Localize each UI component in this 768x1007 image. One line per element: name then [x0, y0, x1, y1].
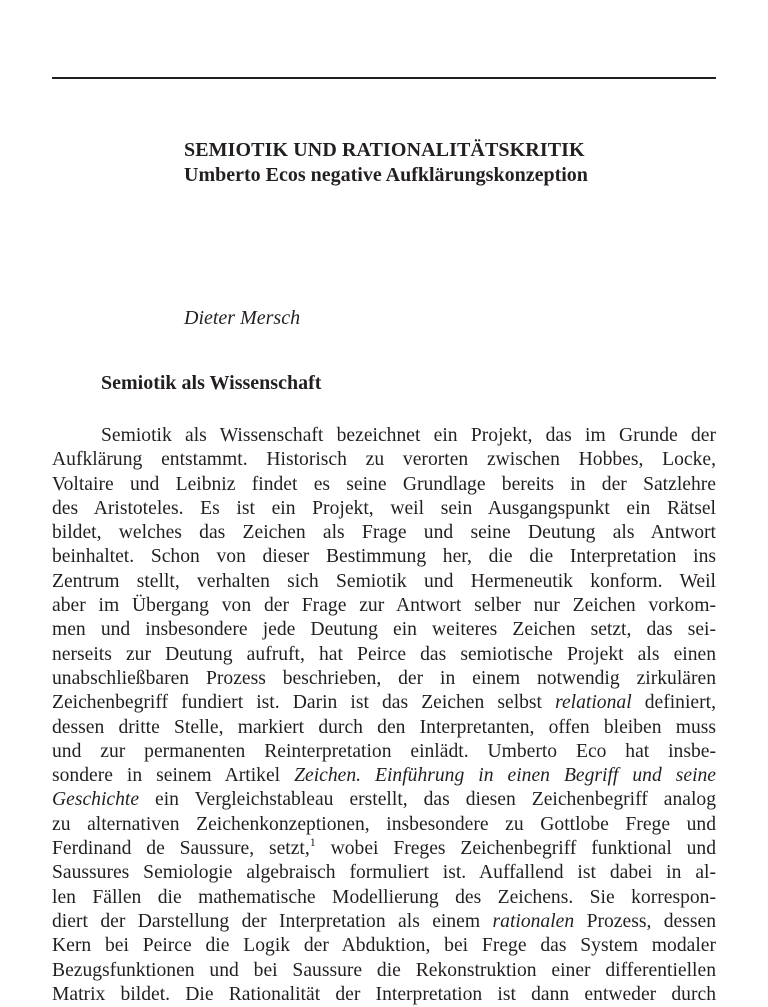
text-line: zu alternativen Zeichenkonzeptionen, insbesondere zu Gottlobe Frege und	[52, 813, 716, 835]
page-title: SEMIOTIK UND RATIONALITÄTSKRITIK	[184, 139, 585, 161]
work-title-text: Zeichen. Einführung in einen Begriff und seine	[294, 765, 717, 787]
emphasis-text: relational	[555, 692, 632, 714]
text-line: Voltaire und Leibniz findet es seine Grundlage bereits in der Satzlehre	[52, 473, 716, 495]
text-line: dessen dritte Stelle, markiert durch den Interpretanten, offen bleiben muss	[52, 716, 716, 738]
text-segment: definiert,	[631, 692, 716, 714]
text-line: len Fällen die mathematische Modellierung des Zeichens. Sie korrespon-	[52, 886, 716, 908]
text-line	[52, 910, 716, 934]
text-line	[52, 764, 716, 788]
text-segment: ein Vergleichstableau erstellt, das diesen Zeichenbegriff analog	[139, 789, 716, 811]
section-heading: Semiotik als Wissenschaft	[101, 372, 322, 394]
text-segment: Ferdinand de Saussure, setzt,	[52, 838, 310, 860]
text-line: Aufklärung entstammt. Historisch zu verorten zwischen Hobbes, Locke,	[52, 449, 716, 471]
text-line: nerseits zur Deutung aufruft, hat Peirce das semiotische Projekt als einen	[52, 643, 716, 665]
footnote-marker[interactable]: 1	[309, 834, 316, 849]
work-title-text: Geschichte	[52, 789, 140, 811]
text-line: men und insbesondere jede Deutung ein weiteres Zeichen setzt, das sei-	[52, 619, 716, 641]
text-line: des Aristoteles. Es ist ein Projekt, weil sein Ausgangspunkt ein Rätsel	[52, 497, 716, 519]
text-line: Kern bei Peirce die Logik der Abduktion, bei Frege das System modaler	[52, 935, 716, 957]
text-segment: diert der Darstellung der Interpretation als einem	[52, 910, 493, 932]
emphasis-text: rationalen	[492, 910, 575, 932]
top-rule	[52, 77, 716, 79]
text-line: beinhaltet. Schon von dieser Bestimmung her, die die Interpretation ins	[52, 546, 716, 568]
text-line	[52, 691, 716, 715]
text-line: Matrix bildet. Die Rationalität der Interpretation ist dann entweder durch	[52, 983, 716, 1005]
text-line: Zentrum stellt, verhalten sich Semiotik und Hermeneutik konform. Weil	[52, 570, 716, 592]
page-subtitle: Umberto Ecos negative Aufklärungskonzeption	[184, 164, 588, 186]
text-segment: wobei Freges Zeichenbegriff funktional und	[315, 838, 717, 860]
text-line: aber im Übergang von der Frage zur Antwort selber nur Zeichen vorkom-	[52, 595, 716, 617]
text-line	[52, 788, 716, 812]
text-line: Bezugsfunktionen und bei Saussure die Rekonstruktion einer differentiellen	[52, 959, 716, 981]
text-segment: Prozess, dessen	[574, 910, 716, 932]
body-paragraph	[52, 424, 716, 1007]
author-name: Dieter Mersch	[184, 307, 301, 329]
text-line	[52, 834, 717, 861]
text-line: unabschließbaren Prozess beschrieben, der in einem notwendig zirkulären	[52, 667, 716, 689]
text-line: bildet, welches das Zeichen als Frage und seine Deutung als Antwort	[52, 522, 716, 544]
text-segment: Zeichenbegriff fundiert ist. Darin ist das Zeichen selbst	[52, 692, 556, 714]
text-segment: sondere in seinem Artikel	[52, 765, 295, 787]
text-line: Semiotik als Wissenschaft bezeichnet ein Projekt, das im Grunde der	[101, 425, 716, 446]
text-line: Saussures Semiologie algebraisch formuliert ist. Auffallend ist dabei in al-	[52, 862, 716, 884]
text-line: und zur permanenten Reinterpretation einlädt. Umberto Eco hat insbe-	[52, 740, 716, 762]
